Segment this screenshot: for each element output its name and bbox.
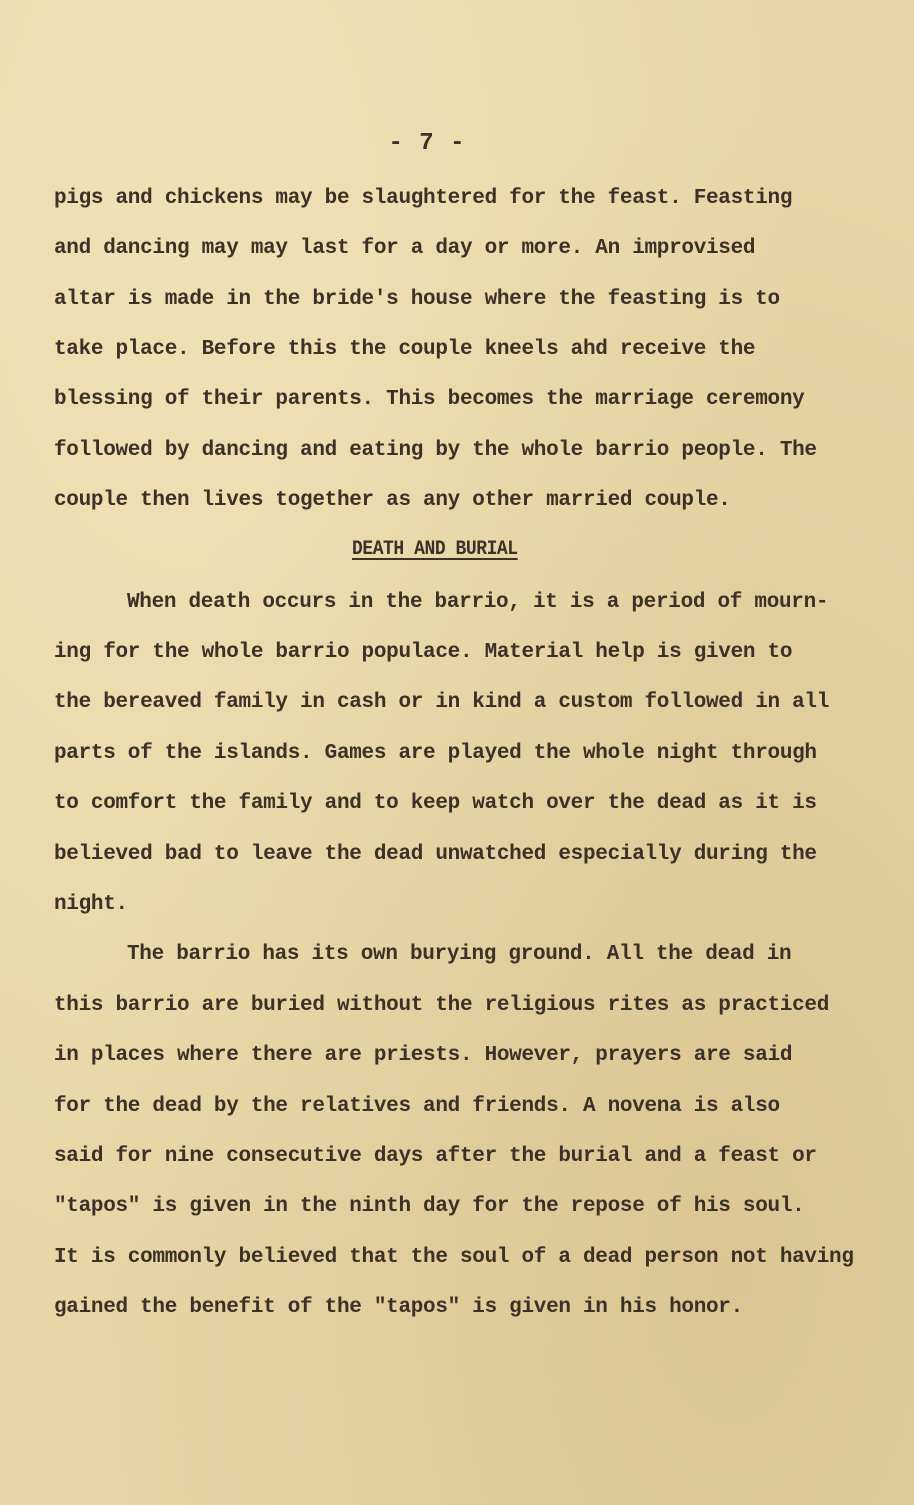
text-line: this barrio are buried without the religious rites as practiced (54, 994, 830, 1017)
text-line: the bereaved family in cash or in kind a custom followed in all (54, 691, 830, 714)
text-line: The barrio has its own burying ground. All the dead in (127, 943, 792, 966)
section-heading: DEATH AND BURIAL (352, 538, 518, 561)
text-line: blessing of their parents. This becomes the marriage ceremony (54, 388, 805, 411)
text-line: parts of the islands. Games are played the whole night through (54, 742, 817, 765)
text-line: altar is made in the bride's house where the feasting is to (54, 288, 780, 311)
text-line: pigs and chickens may be slaughtered for the feast. Feasting (54, 187, 793, 210)
text-line: for the dead by the relatives and friends. A novena is also (54, 1095, 780, 1118)
text-line: said for nine consecutive days after the burial and a feast or (54, 1145, 817, 1168)
text-line: "tapos" is given in the ninth day for the repose of his soul. (54, 1195, 805, 1218)
text-line: followed by dancing and eating by the whole barrio people. The (54, 439, 817, 462)
text-line: ing for the whole barrio populace. Material help is given to (54, 641, 793, 664)
text-line: It is commonly believed that the soul of a dead person not having (54, 1246, 854, 1269)
text-line: couple then lives together as any other married couple. (54, 489, 731, 512)
page-number: - 7 - (388, 130, 466, 157)
text-line: and dancing may may last for a day or more. An improvised (54, 237, 756, 260)
text-line: gained the benefit of the "tapos" is given in his honor. (54, 1296, 743, 1319)
text-line: When death occurs in the barrio, it is a period of mourn- (127, 591, 829, 614)
text-line: take place. Before this the couple kneels ahd receive the (54, 338, 756, 361)
text-line: night. (54, 893, 128, 916)
text-line: to comfort the family and to keep watch over the dead as it is (54, 792, 817, 815)
text-line: in places where there are priests. However, prayers are said (54, 1044, 793, 1067)
text-line: believed bad to leave the dead unwatched especially during the (54, 843, 817, 866)
